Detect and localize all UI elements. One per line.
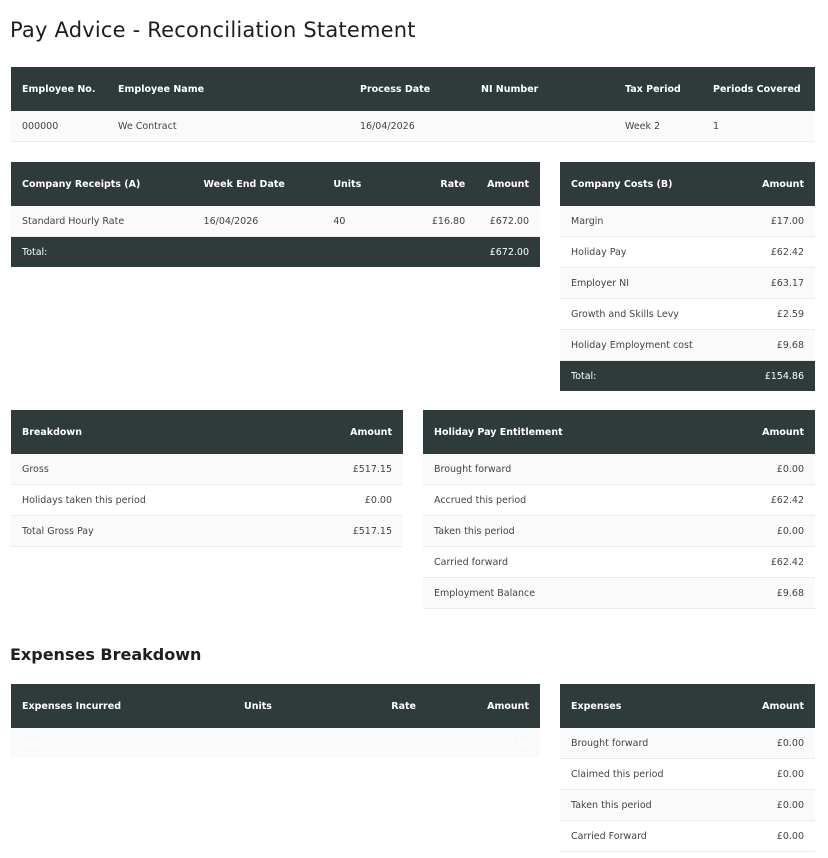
holiday-label: Taken this period <box>423 516 698 547</box>
table-row <box>560 759 815 790</box>
table-row <box>11 485 403 516</box>
breakdown-label: Gross <box>11 454 284 485</box>
periods-covered: 1 <box>702 111 815 142</box>
header-process-date: Process Date <box>349 67 470 111</box>
total-row <box>11 237 540 268</box>
table-row <box>560 268 815 299</box>
total-row <box>11 728 540 758</box>
cost-amount: £2.59 <box>737 299 815 330</box>
cost-label: Holiday Employment cost <box>560 330 737 361</box>
tax-period: Week 2 <box>614 111 702 142</box>
header-tax-period: Tax Period <box>614 67 702 111</box>
header-employee-no: Employee No. <box>11 67 107 111</box>
header-amount: Amount <box>284 410 403 454</box>
header-ni-number: NI Number <box>470 67 614 111</box>
table-row <box>423 454 815 485</box>
expense-label: Claimed this period <box>560 759 724 790</box>
table-row <box>560 237 815 268</box>
header-amount: Amount <box>698 410 815 454</box>
table-row <box>423 547 815 578</box>
holiday-amount: £9.68 <box>698 578 815 609</box>
breakdown-table <box>11 410 403 547</box>
holiday-amount: £62.42 <box>698 485 815 516</box>
employee-name: We Contract <box>107 111 349 142</box>
holiday-amount: £62.42 <box>698 547 815 578</box>
table-row <box>11 111 815 142</box>
header-company-receipts: Company Receipts (A) <box>11 162 193 206</box>
expenses-table <box>560 684 815 852</box>
receipt-units: 40 <box>322 206 404 237</box>
total-amount: £154.86 <box>737 361 815 392</box>
table-row <box>11 206 540 237</box>
total-amount: £0.00 <box>427 728 540 758</box>
holiday-amount: £0.00 <box>698 454 815 485</box>
header-amount: Amount <box>427 684 540 728</box>
company-costs-table <box>560 162 815 391</box>
header-rate: Rate <box>355 684 427 728</box>
table-row <box>423 578 815 609</box>
expense-label: Brought forward <box>560 728 724 759</box>
holiday-pay-table <box>423 410 815 609</box>
process-date: 16/04/2026 <box>349 111 470 142</box>
header-amount: Amount <box>476 162 540 206</box>
cost-label: Holiday Pay <box>560 237 737 268</box>
breakdown-label: Total Gross Pay <box>11 516 284 547</box>
cost-label: Growth and Skills Levy <box>560 299 737 330</box>
table-row <box>423 485 815 516</box>
table-row <box>560 330 815 361</box>
table-row <box>560 728 815 759</box>
header-amount: Amount <box>737 162 815 206</box>
total-row <box>560 361 815 392</box>
header-periods-covered: Periods Covered <box>702 67 815 111</box>
breakdown-amount: £517.15 <box>284 516 403 547</box>
table-row <box>423 516 815 547</box>
header-week-end-date: Week End Date <box>193 162 323 206</box>
header-employee-name: Employee Name <box>107 67 349 111</box>
expense-amount: £0.00 <box>724 728 815 759</box>
header-expenses-incurred: Expenses Incurred <box>11 684 233 728</box>
receipt-rate: £16.80 <box>404 206 476 237</box>
expense-label: Taken this period <box>560 790 724 821</box>
table-row <box>560 790 815 821</box>
total-amount: £672.00 <box>476 237 540 268</box>
header-company-costs: Company Costs (B) <box>560 162 737 206</box>
total-label: Total: <box>560 361 737 392</box>
employee-table <box>11 67 815 142</box>
breakdown-amount: £0.00 <box>284 485 403 516</box>
table-row <box>560 206 815 237</box>
cost-amount: £17.00 <box>737 206 815 237</box>
receipt-description: Standard Hourly Rate <box>11 206 193 237</box>
table-row <box>560 821 815 852</box>
expense-amount: £0.00 <box>724 821 815 852</box>
cost-amount: £9.68 <box>737 330 815 361</box>
holiday-label: Employment Balance <box>423 578 698 609</box>
cost-amount: £62.42 <box>737 237 815 268</box>
employee-no: 000000 <box>11 111 107 142</box>
header-units: Units <box>322 162 404 206</box>
page-title: Pay Advice - Reconciliation Statement <box>10 18 416 43</box>
holiday-label: Brought forward <box>423 454 698 485</box>
header-amount: Amount <box>724 684 815 728</box>
receipt-amount: £672.00 <box>476 206 540 237</box>
table-row <box>11 516 403 547</box>
breakdown-label: Holidays taken this period <box>11 485 284 516</box>
expense-label: Carried Forward <box>560 821 724 852</box>
table-row <box>11 454 403 485</box>
ni-number <box>470 111 614 142</box>
header-breakdown: Breakdown <box>11 410 284 454</box>
holiday-label: Accrued this period <box>423 485 698 516</box>
table-row <box>560 299 815 330</box>
company-receipts-table <box>11 162 540 267</box>
cost-amount: £63.17 <box>737 268 815 299</box>
cost-label: Margin <box>560 206 737 237</box>
expense-amount: £0.00 <box>724 759 815 790</box>
breakdown-amount: £517.15 <box>284 454 403 485</box>
expenses-section-title: Expenses Breakdown <box>10 645 202 665</box>
header-holiday-pay-entitlement: Holiday Pay Entitlement <box>423 410 698 454</box>
receipt-week-end-date: 16/04/2026 <box>193 206 323 237</box>
expense-amount: £0.00 <box>724 790 815 821</box>
header-units: Units <box>233 684 355 728</box>
cost-label: Employer NI <box>560 268 737 299</box>
holiday-amount: £0.00 <box>698 516 815 547</box>
expenses-incurred-table <box>11 684 540 758</box>
total-label: Total: <box>11 237 193 268</box>
total-label: Total: <box>11 728 233 758</box>
holiday-label: Carried forward <box>423 547 698 578</box>
header-rate: Rate <box>404 162 476 206</box>
header-expenses: Expenses <box>560 684 724 728</box>
